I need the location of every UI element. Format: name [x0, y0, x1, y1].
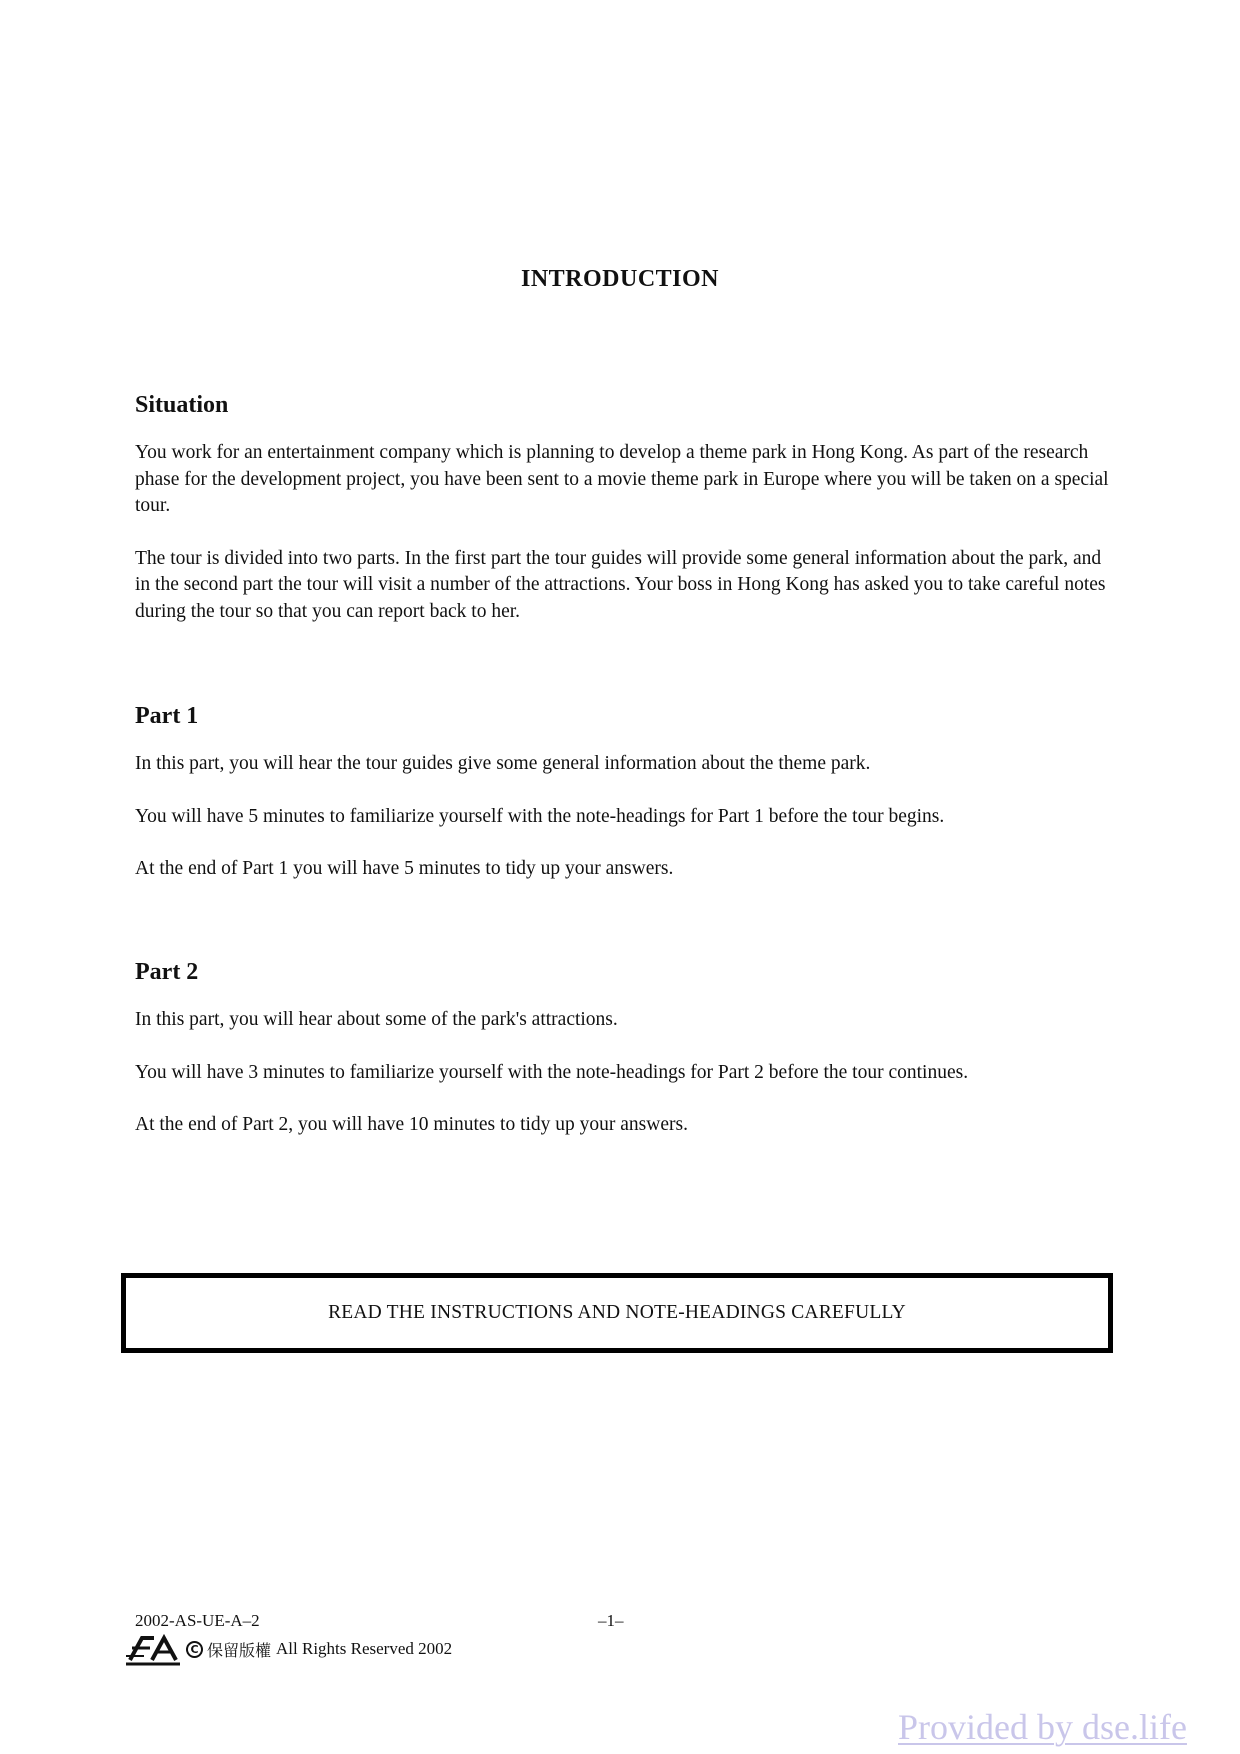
hkea-logo-icon [124, 1632, 182, 1666]
part1-paragraph: You will have 5 minutes to familiarize yourself with the note-headings for Part 1 before the tour begins. [135, 805, 945, 827]
part2-section [135, 959, 1115, 1165]
part1-section [135, 703, 1115, 909]
notice-box [121, 1273, 1113, 1353]
part2-paragraph: You will have 3 minutes to familiarize yourself with the note-headings for Part 2 before the tour continues. [135, 1061, 969, 1083]
copyright-icon: C [186, 1641, 203, 1658]
situation-paragraph: You work for an entertainment company which is planning to develop a theme park in Hong Kong. As part of the research phase for the development project, you have been sent to a movie theme park in Europe where you will be taken on a special tour. [135, 442, 1109, 517]
situation-section [135, 392, 1115, 651]
copyright-cjk: 保留版權 [207, 1640, 272, 1660]
part2-paragraph: In this part, you will hear about some of the park's attractions. [135, 1009, 618, 1031]
part2-heading: Part 2 [135, 959, 199, 985]
situation-paragraph: The tour is divided into two parts. In the first part the tour guides will provide some general information about the park, and in the second part the tour will visit a number of the attractions. Your boss in Hong Kong has asked you to take careful notes during the tour so that you can report back to her. [135, 547, 1106, 622]
situation-heading: Situation [135, 392, 229, 418]
part1-paragraph: In this part, you will hear the tour guides give some general information about the theme park. [135, 753, 871, 775]
copyright-line [124, 1632, 452, 1666]
part1-heading: Part 1 [135, 703, 199, 729]
part2-paragraph: At the end of Part 2, you will have 10 minutes to tidy up your answers. [135, 1114, 688, 1136]
part1-paragraph: At the end of Part 1 you will have 5 minutes to tidy up your answers. [135, 858, 674, 880]
copyright-text: All Rights Reserved 2002 [276, 1639, 453, 1658]
notice-text: READ THE INSTRUCTIONS AND NOTE-HEADINGS CAREFULLY [328, 1302, 906, 1323]
page-number: –1– [598, 1611, 624, 1630]
watermark: Provided by dse.life [898, 1707, 1187, 1747]
paper-code: 2002-AS-UE-A–2 [135, 1611, 260, 1630]
page-title: INTRODUCTION [520, 266, 720, 292]
